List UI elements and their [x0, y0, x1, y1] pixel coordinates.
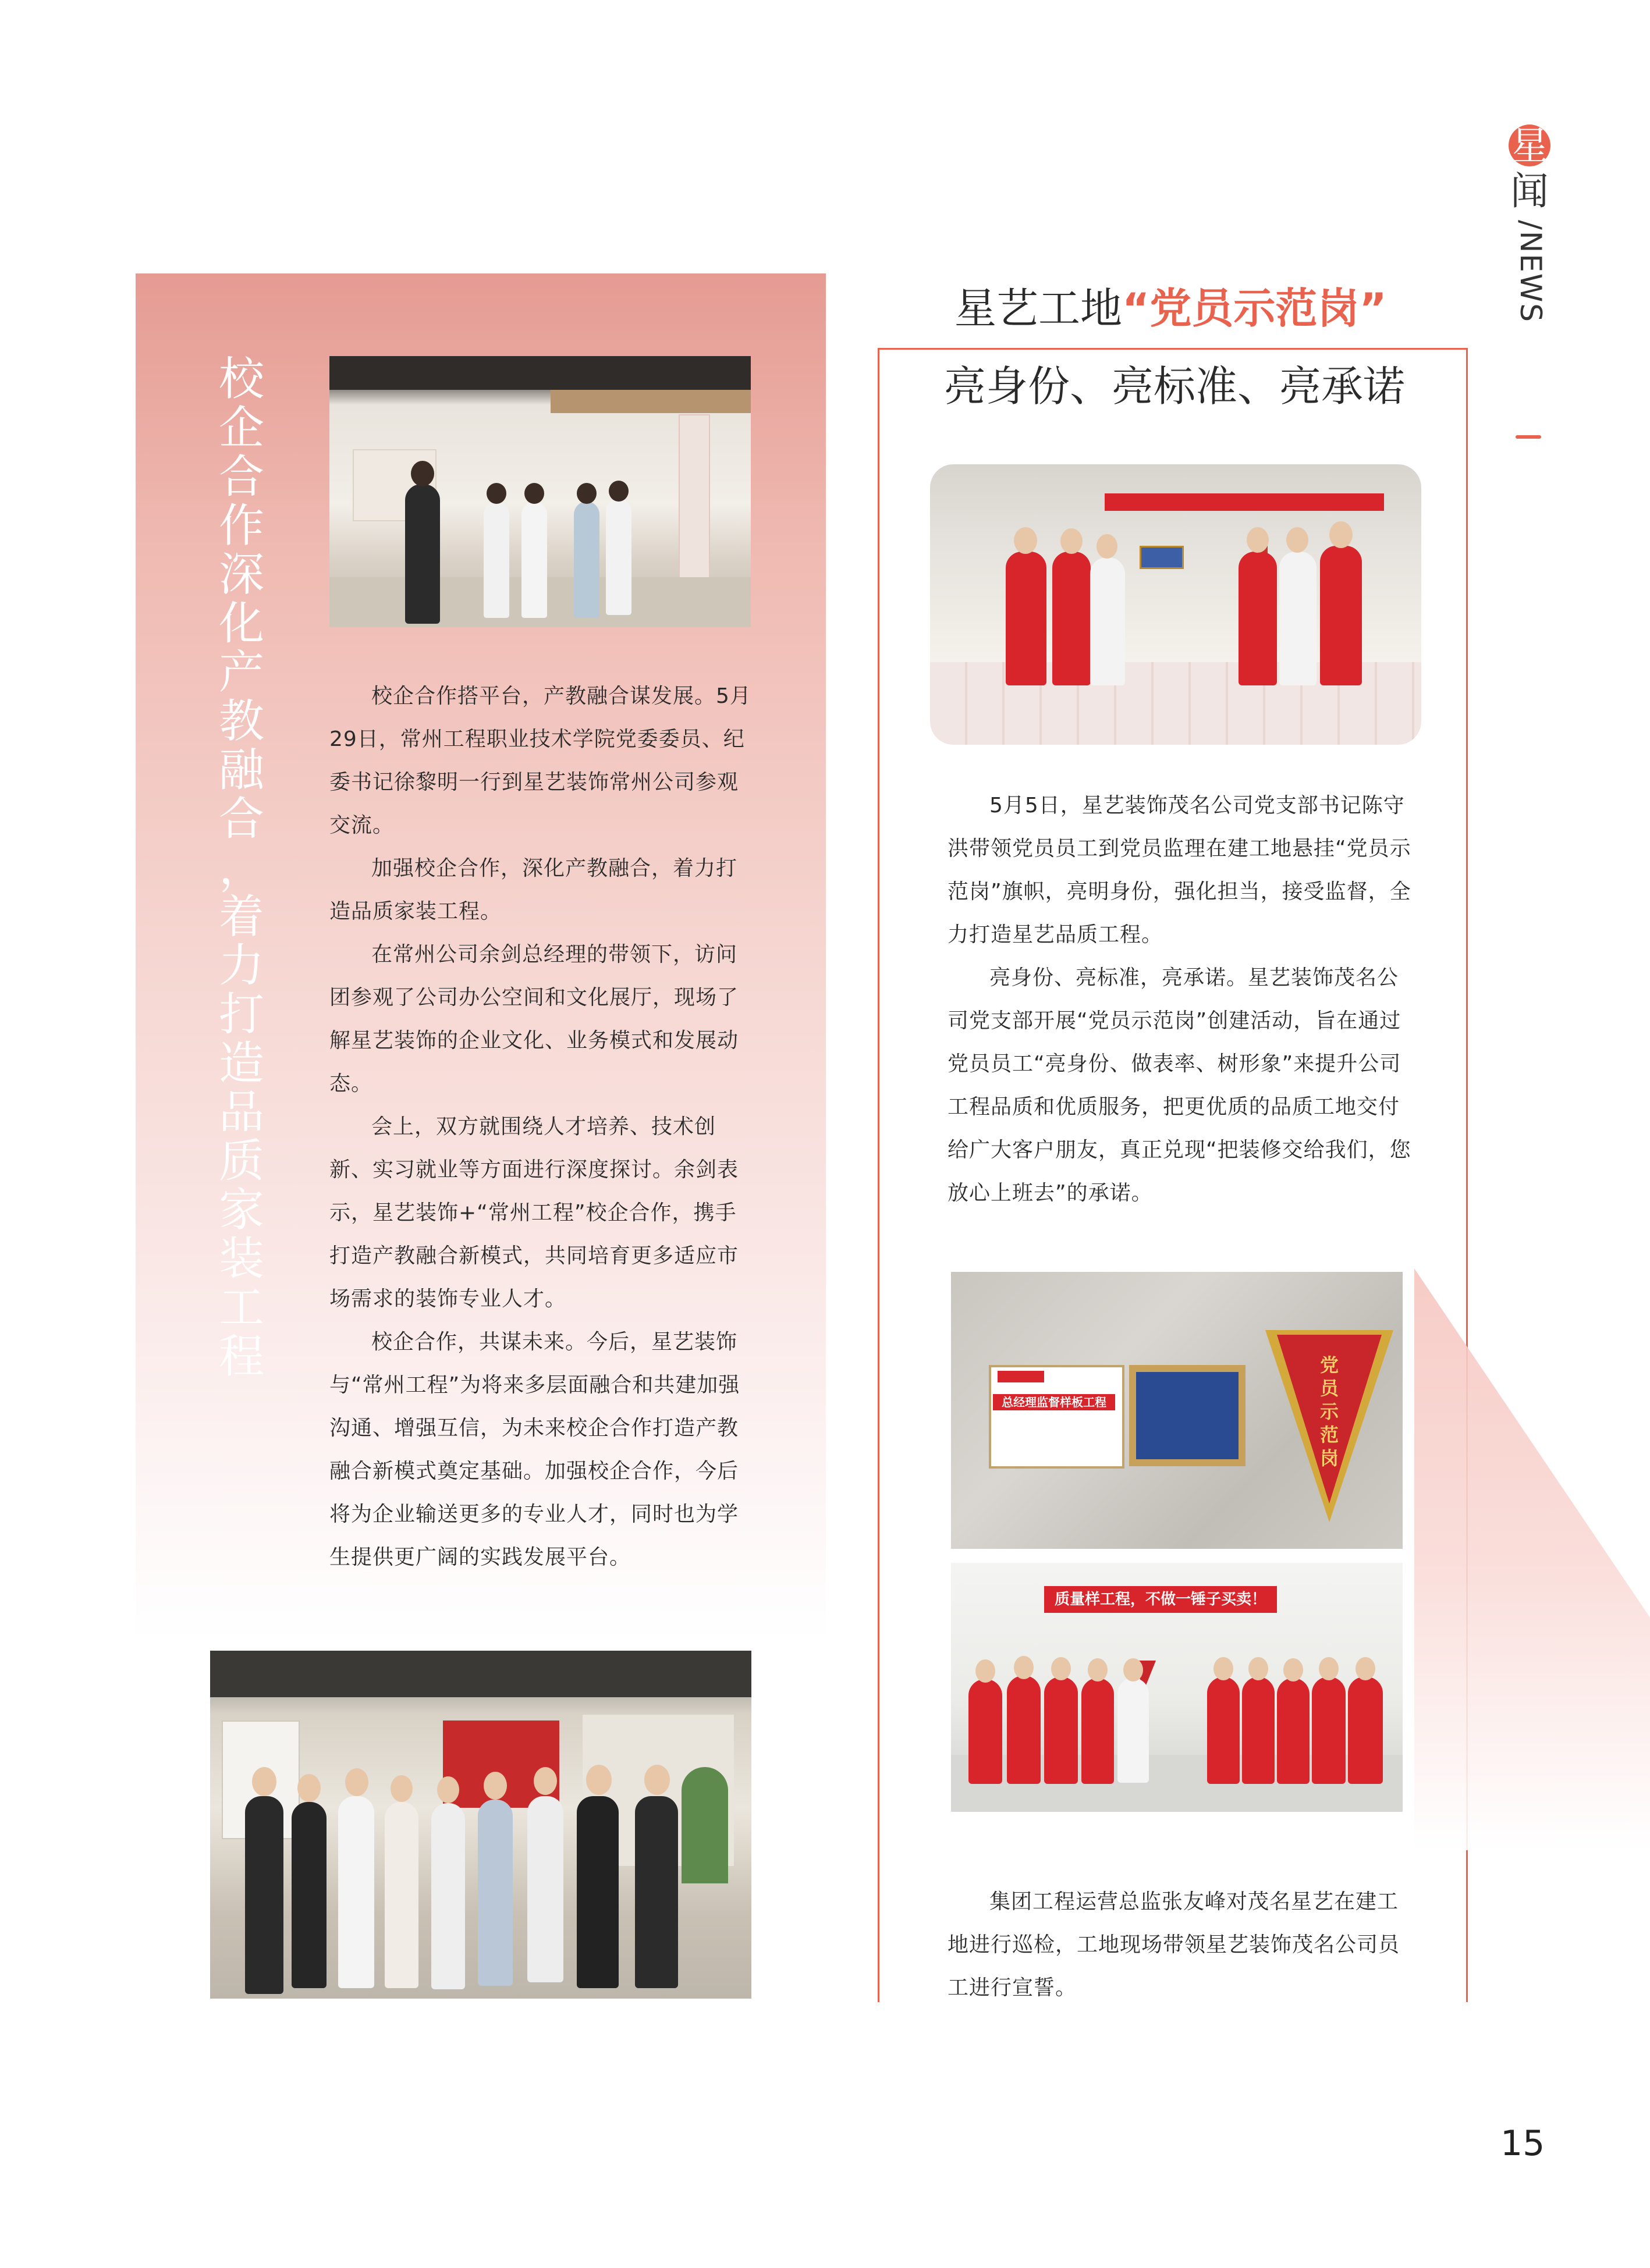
title-char: 打 [218, 989, 264, 1041]
construction-site-photo [930, 464, 1421, 745]
title-char: 装 [218, 1233, 264, 1285]
title-char: 合 [218, 793, 264, 845]
title-char: 产 [218, 646, 264, 699]
tag-accent-bar [1516, 435, 1541, 439]
left-paragraph: 会上，双方就围绕人才培养、技术创新、实习就业等方面进行深度探讨。余剑表示，星艺装饰+“常州工程”校企合作，携手打造产教融合新模式，共同培育更多适应市场需求的装饰专业人才。 [329, 1115, 739, 1311]
title-char: 作 [218, 500, 264, 552]
tag-char-wen: 闻 [1510, 169, 1549, 214]
title-char: 力 [218, 940, 264, 992]
pennant-wall-photo [951, 1272, 1403, 1549]
right-paragraph: 5月5日，星艺装饰茂名公司党支部书记陈守洪带领党员员工到党员监理在建工地悬挂“党员示范岗”旗帜，亮明身份，强化担当，接受监督，全力打造星艺品质工程。 [948, 794, 1411, 947]
title-prefix: 星艺工地 [954, 284, 1123, 333]
title-char: 品 [218, 1086, 264, 1139]
title-char: 校 [218, 353, 264, 406]
left-paragraph: 校企合作，共谋未来。今后，星艺装饰与“常州工程”为将来多层面融合和共建加强沟通、增强互信，为未来校企合作打造产教融合新模式奠定基础。加强校企合作，今后将为企业输送更多的专业人才，同时也为学生提供更广阔的实践发展平台。 [329, 1330, 740, 1569]
school-visit-group-photo [210, 1651, 751, 1999]
section-tag [1503, 116, 1561, 337]
pennant-text: 党员示范岗 [1319, 1354, 1339, 1469]
title-char: 化 [218, 598, 264, 650]
oath-group-photo [951, 1563, 1403, 1812]
title-char: 合 [218, 451, 264, 503]
left-paragraph: 校企合作搭平台，产教融合谋发展。5月29日，常州工程职业技术学院党委委员、纪委书记徐黎明一行到星艺装饰常州公司参观交流。 [329, 684, 751, 837]
title-char: 造 [218, 1037, 264, 1090]
left-paragraph: 在常州公司余剑总经理的带领下，访问团参观了公司办公空间和文化展厅，现场了解星艺装饰的企业文化、业务模式和发展动态。 [329, 943, 739, 1096]
title-char: ， [218, 842, 264, 894]
title-highlight: “党员示范岗” [1122, 284, 1387, 333]
title-char: 质 [218, 1135, 264, 1188]
page-number: 15 [1500, 2123, 1545, 2164]
title-char: 家 [218, 1184, 264, 1236]
title-char: 工 [218, 1282, 264, 1334]
right-article-body [948, 784, 1413, 1215]
caption-text: 集团工程运营总监张友峰对茂名星艺在建工地进行巡检，工地现场带领星艺装饰茂名公司员工进行宣誓。 [948, 1890, 1400, 2000]
office-visit-photo [329, 356, 751, 627]
decorative-pink-triangle [1414, 1268, 1650, 1850]
tag-news: /NEWS [1514, 220, 1548, 324]
banner-text: 质量样工程，不做一锤子买卖！ [1044, 1586, 1277, 1613]
right-paragraph: 亮身份、亮标准，亮承诺。星艺装饰茂名公司党支部开展“党员示范岗”创建活动，旨在通过党员员工“亮身份、做表率、树形象”来提升公司工程品质和优质服务，把更优质的品质工地交付给广大客户朋友，真正兑现“把装修交给我们，您放心上班去”的承诺。 [948, 966, 1411, 1205]
right-photo-caption [948, 1880, 1401, 2010]
plaque-text: 总经理监督样板工程 [993, 1394, 1115, 1410]
right-article-subtitle: 亮身份、亮标准、亮承诺 [944, 362, 1406, 411]
right-article-title [944, 280, 1397, 336]
title-char: 企 [218, 402, 264, 454]
left-article-body [329, 675, 757, 1579]
left-article-title [215, 355, 268, 1381]
left-paragraph: 加强校企合作，深化产教融合，着力打造品质家装工程。 [329, 856, 738, 923]
tag-char-xing: 星 [1510, 123, 1549, 168]
title-char: 着 [218, 891, 264, 943]
title-char: 教 [218, 695, 264, 748]
title-char: 融 [218, 744, 264, 797]
title-char: 程 [218, 1331, 264, 1383]
title-char: 深 [218, 549, 264, 601]
